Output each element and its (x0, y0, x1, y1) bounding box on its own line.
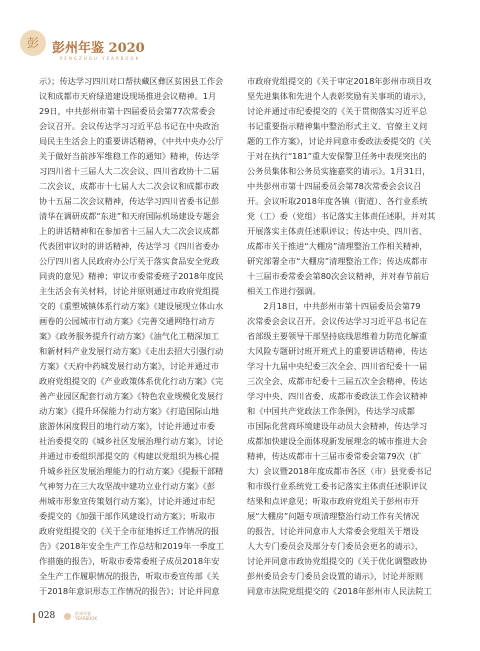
text-line: 于对在执行“181”重大安保警卫任务中表现突出的 (247, 151, 427, 161)
text-line: 会议召开。会议传达学习习近平总书记在中央政治 (39, 121, 220, 131)
text-line: 开。会议听取2018年度各镇（街道）、各行业系统 (247, 196, 428, 206)
text-line: 关于做好当前涉军维稳工作的通知》精神，传达学 (39, 151, 220, 161)
text-line: 告》《2018年安全生产工作总结和2019年一季度工 (39, 541, 224, 551)
text-line: 大）会议暨2018年度成都市各区（市）县党委书记 (247, 466, 432, 476)
text-line: 州城市形象宣传策划行动方案》，讨论并通过市纪 (39, 496, 216, 506)
yearbook-logo-icon (20, 30, 46, 56)
text-line: 动方案》《提升环保能力行动方案》《打造国际山地 (39, 406, 220, 416)
text-line: 2月18日，中共彭州市第十四届委员会第79 (247, 301, 421, 311)
text-line: 公厅四川省人民政府办公厅关于落实食品安全党政 (39, 256, 220, 266)
text-line: 案》《政务服务提升行动方案》《油气化工精深加工 (39, 331, 220, 341)
footer-book-name-cn: 彭州年鉴 (75, 611, 91, 616)
text-line: 中共彭州市第十四届委员会第78次常委会会议召 (247, 181, 422, 191)
text-line: 开展落实主体责任述职评议；传达中央、四川省、 (247, 226, 428, 236)
running-subtitle: PENGZHOU YEARBOOK (60, 56, 141, 61)
text-line: 主生活会有关材料，讨论并原则通过市政府党组提 (39, 286, 220, 296)
text-line: 十三届市委常委会第80次会议精神，并对春节前后 (247, 271, 430, 281)
text-line: 次常委会会议召开。会议传达学习习近平总书记在 (247, 316, 428, 326)
left-text-column (39, 74, 235, 599)
page-number: 028 (38, 611, 56, 621)
text-line: 政府党组提交的《产业政策体系优化行动方案》《完 (39, 376, 224, 386)
text-line: 研究部署全市“大棚房”清理整治工作；传达成都市 (247, 256, 428, 266)
text-line: 书记重要指示精神集中整治形式主义、官僚主义问 (247, 121, 428, 131)
text-line: 交的《重塑城镇体系行动方案》《建设展现立体山水 (39, 301, 224, 311)
text-line: 示》；传达学习四川对口帮扶藏区彝区贫困县工作会 (39, 76, 224, 86)
text-line: 作措施的报告》，听取市委常委班子成员2018年安 (39, 556, 220, 566)
logo-glyph: 彭 (26, 36, 39, 50)
text-line: 省部级主要领导干部坚持底线思维着力防范化解重 (247, 331, 428, 341)
text-line: 和新材料产业发展行动方案》《走出去招大引强行动 (39, 346, 224, 356)
text-line: 协十五届二次会议精神，传达学习四川省委书记彭 (39, 196, 220, 206)
text-line: 人大专门委员会及部分专门委员会更名的请示》， (247, 541, 424, 551)
text-line: 市国际化营商环境建设年动员大会精神，传达学习 (247, 421, 428, 431)
text-line: 并通过市委组织部提交的《构建以党组织为核心提 (39, 451, 220, 461)
text-line: 的报告，讨论并同意市人大常委会党组关于增设 (247, 526, 419, 536)
footer-book-name-en: YEARBOOK (75, 616, 98, 621)
text-line: 精神，传达成都市十三届市委常委会第79次（扩 (247, 451, 422, 461)
text-line: 气神努力在三大攻坚战中建功立业行动方案》《彭 (39, 481, 216, 491)
running-title: 彭州年鉴 2020 (52, 41, 145, 56)
text-line: 学习中央、四川省委、成都市委政法工作会议精神 (247, 391, 428, 401)
page-footer (0, 601, 480, 651)
text-line: 成都市关于推进“大棚房”清理整治工作相关精神， (247, 241, 428, 251)
text-line: 议和成都市天府绿道建设现场推进会议精神。1月 (39, 91, 217, 101)
text-line: 同意市法院党组提交的《2018年彭州市人民法院工 (247, 586, 432, 596)
text-line: 展“大棚房”问题专项清理整治行动工作有关情况 (247, 511, 420, 521)
text-line: 大风险专题研讨班开班式上的重要讲话精神，传达 (247, 346, 428, 356)
text-line: 和《中国共产党政法工作条例》，传达学习成都 (247, 406, 415, 416)
text-line: 代表团审议时的讲话精神，传达学习《四川省委办 (39, 241, 220, 251)
text-line: 善产业园区配套行动方案》《特色农业规模化发展行 (39, 391, 224, 401)
text-line: 29日，中共彭州市第十四届委员会第77次常委会 (39, 106, 216, 116)
text-line: 讨论并通过市纪委提交的《关于贯彻落实习近平总 (247, 106, 428, 116)
text-line: 上的讲话精神和在参加省十三届人大二次会议成都 (39, 226, 220, 236)
text-line: 旅游休闲度假目的地行动方案》，讨论并通过市委 (39, 421, 216, 431)
text-line: 学习十九届中央纪委三次全会、四川省纪委十一届 (247, 361, 428, 371)
right-text-column (247, 74, 445, 599)
text-line: 社治委提交的《城乡社区发展治理行动方案》，讨论 (39, 436, 224, 446)
text-line: 党（工）委（党组）书记落实主体责任述职，并对其 (247, 211, 436, 221)
text-line: 习四川省十三届人大二次会议、四川省政协十二届 (39, 166, 220, 176)
text-line: 坚先进集体和先进个人表彰奖励有关事项的请示》， (247, 91, 432, 101)
text-line: 相关工作进行强调。 (247, 286, 321, 296)
text-line: 于2018年意识形态工作情况的报告》；讨论并同意 (39, 586, 220, 596)
text-line: 公务员集体和公务员实施嘉奖的请示》。1月31日， (247, 166, 431, 176)
text-line: 和市级行业系统党工委书记落实主体责任述职评议 (247, 481, 428, 491)
page-header (0, 0, 480, 66)
footer-book-name (75, 611, 97, 621)
text-line: 彭州委员会专门委员会设置的请示》，讨论并原则 (247, 571, 424, 581)
text-line: 全生产工作履职情况的报告，听取市委宣传部《关 (39, 571, 220, 581)
text-line: 政府党组提交的《关于全市征地拆迁工作情况的报 (39, 526, 220, 536)
text-line: 清华在调研成都“东进”和天府国际机场建设专题会 (39, 211, 220, 221)
text-line: 题的工作方案》，讨论并同意市委政法委提交的《关 (247, 136, 432, 146)
text-line: 三次全会、成都市纪委十三届五次全会精神，传达 (247, 376, 428, 386)
page-number-bar (33, 613, 35, 623)
footer-logo-icon (64, 613, 71, 620)
text-line: 局民主生活会上的重要讲话精神，《中共中央办公厅 (39, 136, 224, 146)
text-line: 市政府党组提交的《关于审定2018年彭州市项目攻 (247, 76, 432, 86)
text-line: 结果和点评意见；听取市政府党组关于彭州市开 (247, 496, 419, 506)
text-line: 升城乡社区发展治理能力的行动方案》《提振干部精 (39, 466, 224, 476)
text-line: 成都加快建设全面体现新发展理念的城市推进大会 (247, 436, 428, 446)
text-line: 二次会议、成都市十七届人大二次会议和成都市政 (39, 181, 220, 191)
text-line: 讨论并同意市政协党组提交的《关于优化调整政协 (247, 556, 428, 566)
text-line: 同责的意见》精神；审议市委常委班子2018年度民 (39, 271, 224, 281)
text-line: 画卷的公园城市行动方案》《完善交通网络行动方 (39, 316, 216, 326)
text-line: 委提交的《加强干部作风建设行动方案》；听取市 (39, 511, 216, 521)
text-line: 方案》《天府中药城发展行动方案》，讨论并通过市 (39, 361, 220, 371)
